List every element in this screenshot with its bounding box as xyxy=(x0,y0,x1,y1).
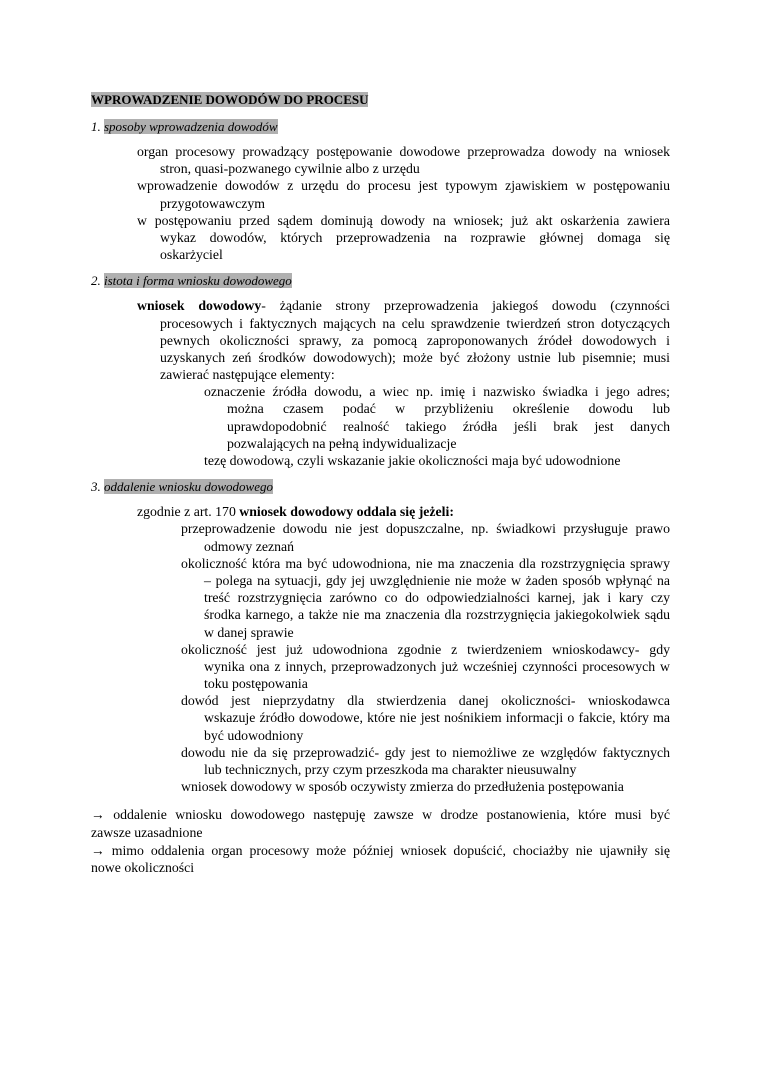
sub-item xyxy=(91,744,670,778)
note-text: oddalenie wniosku dowodowego następuję zawsze w drodze postanowienia, które musi być xyxy=(113,807,670,823)
list-item xyxy=(91,177,670,211)
definition-text: - żądanie strony przeprowadzenia jakiegoś dowodu (czynności xyxy=(261,298,670,314)
item-line: tezę dowodową, czyli wskazanie jakie okoliczności maja być udowodnione xyxy=(204,453,621,468)
section-2-heading xyxy=(91,272,670,289)
item-line: odmowy zeznań xyxy=(204,538,295,554)
section-heading-text: oddalenie wniosku dowodowego xyxy=(104,479,273,495)
sub-item xyxy=(91,383,670,452)
item-line xyxy=(137,297,670,314)
item-line: okoliczność która ma być udowodniona, nie ma znaczenia dla rozstrzygnięcia sprawy xyxy=(181,555,670,571)
note-text: mimo oddalenia organ procesowy może później wniosek dopuścić, chociażby nie ujawniły się xyxy=(111,842,670,858)
intro-bold-text: wniosek dowodowy oddala się jeżeli: xyxy=(239,504,454,520)
intro-text: zgodnie z art. 170 xyxy=(137,504,236,520)
item-line: przeprowadzenie dowodu nie jest dopuszczalne, np. świadkowi przysługuje prawo xyxy=(181,521,670,537)
item-line: wniosek dowodowy w sposób oczywisty zmierza do przedłużenia postępowania xyxy=(181,779,624,795)
arrow-right-icon: → xyxy=(91,842,105,858)
section-heading-text: sposoby wprowadzenia dowodów xyxy=(104,119,278,134)
item-line: stron, quasi-pozwanego cywilnie albo z urzędu xyxy=(160,161,420,177)
item-line: oznaczenie źródła dowodu, a wiec np. imię i nazwisko świadka i jego adres; xyxy=(204,384,670,400)
item-line: w postępowaniu przed sądem dominują dowody na wniosek; już akt oskarżenia zawiera xyxy=(137,212,670,228)
item-line: dowód jest nieprzydatny dla stwierdzenia danej okoliczności- wnioskodawca xyxy=(181,693,670,709)
intro-line xyxy=(137,503,670,520)
section-heading-text: istota i forma wniosku dowodowego xyxy=(104,273,292,289)
item-line: wskazuje źródło dowodowe, które nie jest nośnikiem informacji o fakcie, który ma xyxy=(204,710,670,726)
section-1-list xyxy=(91,143,670,263)
section-2-body xyxy=(91,297,670,469)
section-number: 1. xyxy=(91,119,101,134)
sub-item xyxy=(91,555,670,641)
section-number: 2. xyxy=(91,273,101,289)
arrow-right-icon: → xyxy=(91,807,105,823)
item-line: pewnych okoliczności sprawy, za pomocą zaproponowanych źródeł dowodowych i xyxy=(160,332,670,348)
note-item xyxy=(91,806,670,840)
item-line: zawierać następujące elementy: xyxy=(160,367,335,383)
item-line: można czasem podać w przybliżeniu określenie dowodu lub xyxy=(227,401,670,417)
sub-item xyxy=(91,692,670,744)
item-line: pozwalających na pełną indywidualizacje xyxy=(227,435,457,451)
item-line: oskarżyciel xyxy=(160,247,223,263)
item-line: uprawdopodobnić realność takiego źródła jeśli brak jest danych xyxy=(227,418,670,434)
sub-item xyxy=(91,778,670,795)
item-line: w danej sprawie xyxy=(204,624,294,640)
item-line: wprowadzenie dowodów z urzędu do procesu jest typowym zjawiskiem w postępowaniu xyxy=(137,178,670,194)
note-item xyxy=(91,842,670,876)
item-line: nowe okoliczności xyxy=(91,859,195,875)
item-line: toku postępowania xyxy=(204,676,308,692)
section-number: 3. xyxy=(91,479,101,495)
item-line: być udowodniony xyxy=(204,727,304,743)
item-line: przygotowawczym xyxy=(160,195,265,211)
item-line: dowodu nie da się przeprowadzić- gdy jest to niemożliwe ze względów faktycznych xyxy=(181,744,670,760)
item-line: wykaz dowodów, których przeprowadzenia na rozprawie głównej domaga się xyxy=(160,229,670,245)
list-item xyxy=(91,143,670,177)
item-line: środka karnego, a także nie ma znaczenia dla rozstrzygnięcia jakiegokolwiek sądu xyxy=(204,607,670,623)
item-line: zawsze uzasadnione xyxy=(91,824,203,840)
item-line xyxy=(91,806,670,823)
notes xyxy=(91,806,670,876)
document-body xyxy=(91,91,670,876)
item-line: lub technicznych, przy czym przeszkoda ma charakter nieusuwalny xyxy=(204,762,577,777)
item-line: uzyskanych zeń środków dowodowych); może być złożony ustnie lub pisemnie; musi xyxy=(160,349,670,365)
section-3-heading xyxy=(91,478,670,495)
item-line: – polega na sytuacji, gdy jej uwzględnienie nie może w żaden sposób wpłynąć na xyxy=(204,572,670,588)
item-line: okoliczność jest już udowodniona zgodnie z twierdzeniem wnioskodawcy- gdy xyxy=(181,641,670,657)
definition-paragraph xyxy=(91,297,670,383)
sub-item xyxy=(91,452,670,469)
item-line: wynika ona z innych, przeprowadzonych już wcześniej czynności procesowych w xyxy=(204,658,670,674)
document-title xyxy=(91,91,670,108)
sub-item xyxy=(91,520,670,554)
section-3-body xyxy=(91,503,670,795)
document-title-text: WPROWADZENIE DOWODÓW DO PROCESU xyxy=(91,92,369,107)
sub-item xyxy=(91,641,670,693)
item-line: organ procesowy prowadzący postępowanie dowodowe przeprowadza dowody na wniosek xyxy=(137,144,670,159)
list-item xyxy=(91,212,670,264)
item-line: procesowych i faktycznych mających na celu sprawdzenie twierdzeń stron dotyczących xyxy=(160,315,670,331)
definition-term: wniosek dowodowy xyxy=(137,298,262,314)
item-line xyxy=(91,842,670,859)
item-line: treść rozstrzygnięcia zarówno co do odpowiedzialności karnej, jak i kary czy xyxy=(204,590,670,606)
section-1-heading xyxy=(91,118,670,135)
